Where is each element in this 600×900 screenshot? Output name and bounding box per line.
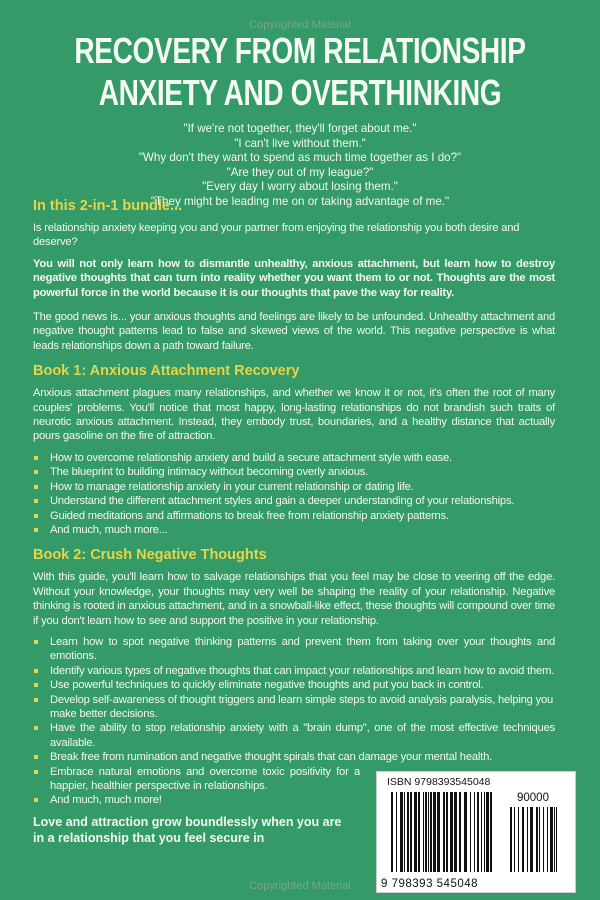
book2-heading: Book 2: Crush Negative Thoughts xyxy=(33,547,267,564)
barcode-bar xyxy=(539,807,540,872)
quote: "Why don't they want to spend as much time together as I do?" xyxy=(138,151,462,165)
list-item: Have the ability to stop relationship anxiety with a "brain dump", one of the most effective techniques available. xyxy=(33,721,555,750)
intro-p1: Is relationship anxiety keeping you and your partner from enjoying the relationship you both desire and deserve? xyxy=(33,222,520,249)
intro-p2: You will not only learn how to dismantle unhealthy, anxious attachment, but learn how to destroy negative thoughts that can turn into reality whether you want them to or not. Thoughts are the most powerful force in the world because it is our thoughts that pave the way for reality. xyxy=(33,257,555,299)
book1-heading: Book 1: Anxious Attachment Recovery xyxy=(33,363,300,380)
quote: "Every day I worry about losing them." xyxy=(202,180,398,194)
quote: "Are they out of my league?" xyxy=(226,165,374,179)
barcode-bar xyxy=(547,807,548,872)
list-item: How to overcome relationship anxiety and build a secure attachment style with ease. xyxy=(33,451,555,465)
list-item: Develop self-awareness of thought triggers and learn simple steps to avoid analysis paralysis, helping you make better decisions. xyxy=(33,693,555,722)
title-line: RECOVERY FROM RELATIONSHIP xyxy=(74,30,526,71)
list-item: And much, much more! xyxy=(33,793,555,807)
barcode-bar xyxy=(514,807,515,872)
price-code: 90000 xyxy=(517,791,549,804)
barcode-digits: 9 798393 545048 xyxy=(381,877,479,890)
book1-text: Anxious attachment plagues many relationships, and whether we know it or not, it's often the root of many couples' problems. You'll notice that most happy, long-lasting relationships do not brandish such traits of neurotic anxious attachment. Instead, they embody trust, boundaries, and a healthy distance that actually pours gasoline on the fire of attraction. xyxy=(33,387,555,443)
watermark-top: Copyrighted Material xyxy=(249,19,351,31)
quote: "I can't live without them." xyxy=(234,136,366,150)
barcode-bar xyxy=(556,807,557,872)
list-item: And much, much more... xyxy=(33,523,555,537)
barcode-bar xyxy=(536,807,538,872)
quote: "They might be leading me on or taking advantage of me." xyxy=(150,194,450,208)
book2-text: With this guide, you'll learn how to salvage relationships that you feel may be close to veering off the edge. Without your knowledge, your thoughts may very well be shaping the reality of your relationship. Negative thinking is rooted in anxious attachment, and in a snowball-like effect, these thoughts will compound over time if you don't learn how to see and support the positive in your relationship. xyxy=(33,571,555,627)
book-title xyxy=(0,30,600,114)
barcode-bars-addon xyxy=(510,807,563,872)
quote: "If we're not together, they'll forget about me." xyxy=(183,122,417,135)
barcode-bar xyxy=(522,807,524,872)
book1-bullets xyxy=(33,451,555,537)
list-item: How to manage relationship anxiety in your current relationship or dating life. xyxy=(33,480,555,494)
description xyxy=(33,198,555,899)
barcode-bar xyxy=(527,807,528,872)
list-item: Use powerful techniques to quickly eliminate negative thoughts and put you back in control. xyxy=(33,678,555,692)
barcode-bar xyxy=(550,807,553,872)
list-item: Embrace natural emotions and overcome toxic positivity for a happier, healthier perspective in relationships. xyxy=(33,765,555,794)
list-item: Break free from rumination and negative thought spirals that can damage your mental health. xyxy=(33,750,555,764)
closing-statement: Love and attraction grow boundlessly when you are in a relationship that you feel secure in xyxy=(33,814,342,846)
list-item: The blueprint to building intimacy without becoming overly anxious. xyxy=(33,465,555,479)
list-item: Guided meditations and affirmations to break free from relationship anxiety patterns. xyxy=(33,509,555,523)
barcode-bar xyxy=(510,807,512,872)
title-line: ANXIETY AND OVERTHINKING xyxy=(98,72,502,113)
barcode-bar xyxy=(530,807,533,872)
barcode-bar xyxy=(554,807,555,872)
list-item: Learn how to spot negative thinking patterns and prevent them from taking over your thoughts and emotions. xyxy=(33,635,555,664)
intro-p3: The good news is... your anxious thoughts and feelings are likely to be unfounded. Unhealthy attachment and negative thought patterns lead to false and skewed views of the world. This negative perspective is what leads relationships down a path toward failure. xyxy=(33,311,555,352)
barcode-bar xyxy=(518,807,519,872)
list-item: Identify various types of negative thoughts that can impact your relationships and learn how to avoid them. xyxy=(33,664,555,678)
isbn-label: ISBN 9798393545048 xyxy=(387,775,491,788)
list-item: Understand the different attachment styles and gain a deeper understanding of your relationships. xyxy=(33,494,555,508)
intro-heading: In this 2-in-1 bundle... xyxy=(33,198,183,214)
watermark-bottom: Copyrighted Material xyxy=(249,880,351,892)
barcode-bar xyxy=(543,807,544,872)
quotes xyxy=(0,122,600,210)
